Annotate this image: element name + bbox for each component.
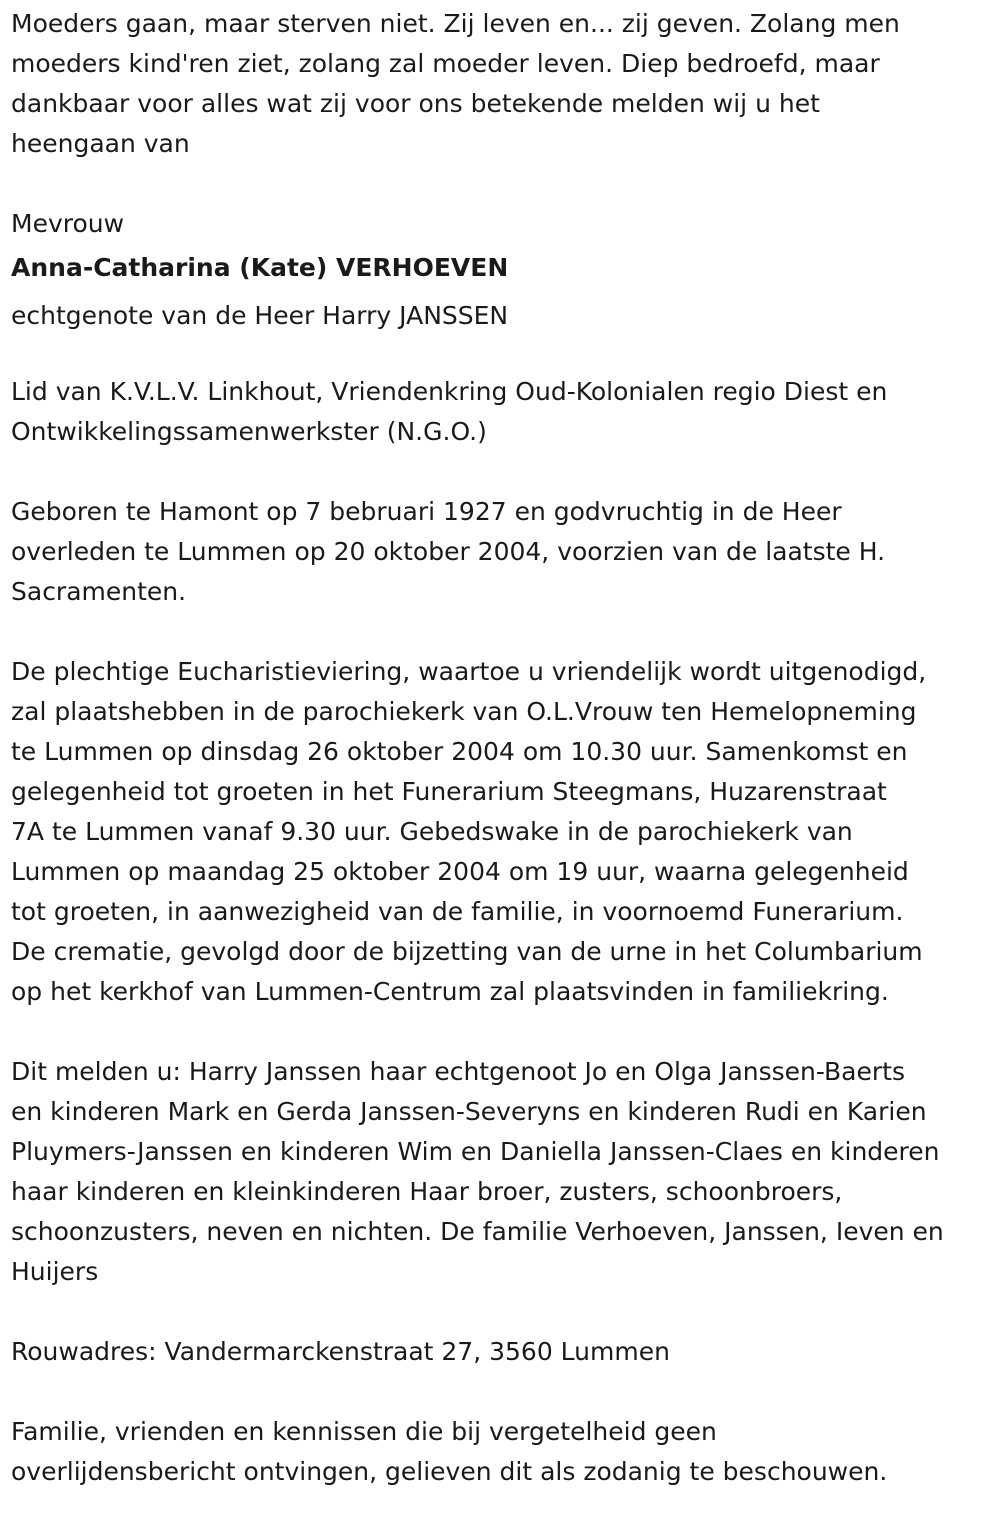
spouse-line: echtgenote van de Heer Harry JANSSEN [11,301,509,330]
membership-paragraph: Lid van K.V.L.V. Linkhout, Vriendenkring Oud-Kolonialen regio Diest en Ontwikkelingssamenwerkster (N.G.O.) [11,377,888,446]
spacer [11,1012,995,1052]
spacer [11,164,995,204]
spacer [11,340,995,372]
spacer [11,612,995,652]
announced-by-paragraph: Dit melden u: Harry Janssen haar echtgenoot Jo en Olga Janssen-Baerts en kinderen Mark en Gerda Janssen-Severyns en kinderen Rudi en Karien Pluymers-Janssen en kinderen Wim en Daniella Janssen-Claes en kinderen haar kinderen en kleinkinderen Haar broer, zusters, schoonbroers, schoonzusters, neven en nichten. De familie Verhoeven, Janssen, Ieven en Huijers [11,1057,944,1286]
honorific: Mevrouw [11,209,125,238]
spacer [11,1372,995,1412]
deceased-name: Anna-Catharina (Kate) VERHOEVEN [11,253,509,282]
address-line: Rouwadres: Vandermarckenstraat 27, 3560 Lummen [11,1337,670,1366]
birth-death-paragraph: Geboren te Hamont op 7 bebruari 1927 en godvruchtig in de Heer overleden te Lummen op 20 oktober 2004, voorzien van de laatste H. Sacramenten. [11,497,886,606]
obituary-document [11,4,995,1492]
spacer [11,1292,995,1332]
ceremony-paragraph: De plechtige Eucharistieviering, waartoe u vriendelijk wordt uitgenodigd, zal plaatshebben in de parochiekerk van O.L.Vrouw ten Hemelopneming te Lummen op dinsdag 26 oktober 2004 om 10.30 uur. Samenkomst en gelegenheid tot groeten in het Funerarium Steegmans, Huzarenstraat 7A te Lummen vanaf 9.30 uur. Gebedswake in de parochiekerk van Lummen op maandag 25 oktober 2004 om 19 uur, waarna gelegenheid tot groeten, in aanwezigheid van de familie, in voornoemd Funerarium. De crematie, gevolgd door de bijzetting van de urne in het Columbarium op het kerkhof van Lummen-Centrum zal plaatsvinden in familiekring. [11,657,927,1006]
closing-paragraph: Familie, vrienden en kennissen die bij vergetelheid geen overlijdensbericht ontvingen, gelieven dit als zodanig te beschouwen. [11,1417,888,1486]
spacer [11,452,995,492]
intro-paragraph: Moeders gaan, maar sterven niet. Zij leven en... zij geven. Zolang men moeders kind'ren ziet, zolang zal moeder leven. Diep bedroefd, maar dankbaar voor alles wat zij voor ons betekende melden wij u het heengaan van [11,9,900,158]
